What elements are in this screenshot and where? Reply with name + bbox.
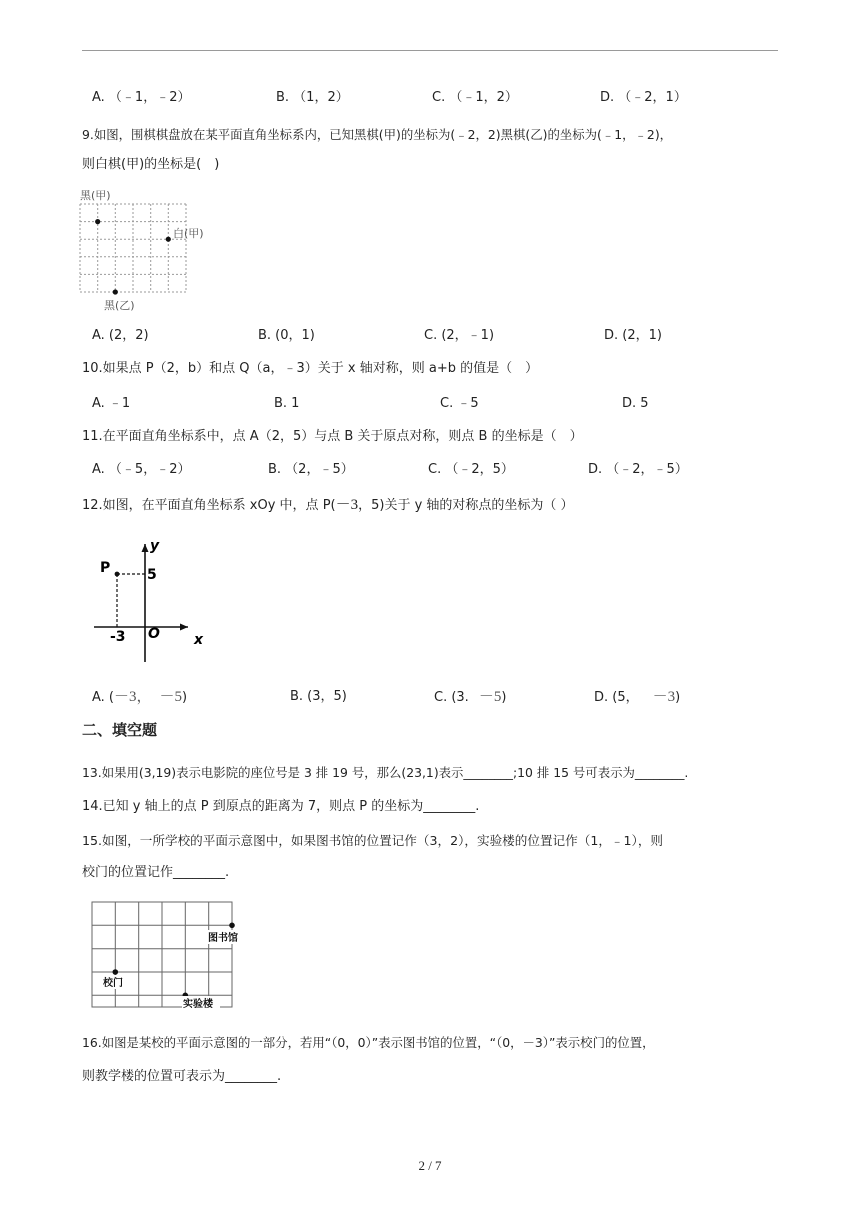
q8-option-c: C. （﹣1，2）	[432, 90, 518, 105]
q11-option-c: C. （﹣2，5）	[428, 462, 514, 477]
q15-text-line1: 15.如图，一所学校的平面示意图中，如果图书馆的位置记作（3，2），实验楼的位置记作（1，﹣1），则	[82, 833, 664, 848]
label-library: 图书馆	[208, 933, 238, 944]
q12-option-c-post: )	[501, 690, 507, 705]
label-x-axis: x	[194, 632, 204, 648]
q9-text-line1: 9.如图，围棋棋盘放在某平面直角坐标系内，已知黑棋(甲)的坐标为(﹣2，2)黑棋(乙)的坐标为(﹣1，﹣2)，	[82, 127, 673, 142]
label-gate: 校门	[103, 978, 123, 989]
q12-math-neg3: －3	[335, 497, 359, 513]
q10-option-a: A. ﹣1	[92, 396, 131, 411]
q12-option-c-pre: C. (3.	[434, 690, 469, 705]
q12-option-b	[290, 688, 347, 706]
q11-option-d: D. （﹣2，﹣5）	[588, 462, 688, 477]
black-stone-yi	[113, 289, 118, 294]
go-board-figure	[78, 184, 238, 314]
q11-text: 11.在平面直角坐标系中，点 A（2，5）与点 B 关于原点对称，则点 B 的坐标是（ ）	[82, 429, 583, 444]
label-black-yi: 黑(乙)	[104, 299, 135, 312]
q9-option-d: D. (2，1)	[604, 328, 662, 343]
q12-option-a-math2: －5	[159, 689, 183, 705]
q12-text-after: ，5)关于 y 轴的对称点的坐标为（ ）	[358, 498, 574, 513]
q10-option-d: D. 5	[622, 396, 649, 411]
label-lab: 实验楼	[183, 999, 213, 1010]
q9-option-a: A. (2，2)	[92, 328, 149, 343]
q10-text: 10.如果点 P（2，b）和点 Q（a，﹣3）关于 x 轴对称，则 a+b 的值是（ ）	[82, 361, 539, 376]
black-stone-jia	[95, 219, 100, 224]
gate-point	[113, 969, 119, 975]
school-map-figure	[90, 900, 250, 1012]
label-five: 5	[147, 567, 157, 583]
label-y-axis: y	[150, 538, 160, 554]
q11-option-a: A. （﹣5，﹣2）	[92, 462, 191, 477]
section-title: 二、填空题	[82, 721, 158, 739]
q11-option-b: B. （2，﹣5）	[268, 462, 354, 477]
q12-option-b-pre: B. (3，5)	[290, 689, 347, 704]
q12-option-c	[434, 688, 506, 707]
q8-option-b: B. （1，2）	[276, 90, 349, 105]
label-p: P	[100, 560, 111, 576]
q9-option-c: C. (2，﹣1)	[424, 328, 495, 343]
q12-option-d	[594, 688, 680, 707]
q16-text-line2: 则教学楼的位置可表示为________.	[82, 1069, 282, 1084]
q12-option-d-pre: D. (5，	[594, 690, 639, 705]
q12-option-a-math1: －3，	[114, 689, 152, 705]
white-stone-jia	[166, 237, 171, 242]
q10-option-c: C. ﹣5	[440, 396, 479, 411]
q12-option-d-post: )	[675, 690, 681, 705]
q12-option-a-post: )	[182, 690, 188, 705]
q12-option-a-pre: A. (	[92, 690, 115, 705]
q14-text: 14.已知 y 轴上的点 P 到原点的距离为 7，则点 P 的坐标为________.	[82, 799, 480, 814]
q12-option-a	[92, 688, 187, 707]
library-point	[229, 923, 235, 929]
coordinate-figure	[92, 532, 222, 662]
q16-text-line1: 16.如图是某校的平面示意图的一部分，若用“（0，0）”表示图书馆的位置，“（0，－3）”表示校门的位置，	[82, 1035, 655, 1050]
q9-text-line2: 则白棋(甲)的坐标是( )	[82, 157, 220, 172]
q8-option-d: D. （﹣2，1）	[600, 90, 687, 105]
label-neg3: -3	[110, 629, 126, 645]
q12-text	[82, 496, 574, 515]
q8-option-a: A. （﹣1，﹣2）	[92, 90, 191, 105]
q15-text-line2: 校门的位置记作________.	[82, 865, 230, 880]
page-number: 2 / 7	[418, 1158, 442, 1173]
q13-text: 13.如果用(3,19)表示电影院的座位号是 3 排 19 号，那么(23,1)表示________;10 排 15 号可表示为________.	[82, 765, 689, 780]
q12-option-d-math: －3	[652, 689, 676, 705]
label-white-jia: 白(甲)	[173, 227, 204, 240]
q12-option-c-math: －5	[478, 689, 502, 705]
label-origin: O	[148, 626, 160, 642]
header-rule	[82, 50, 778, 51]
q12-text-before: 12.如图，在平面直角坐标系 xOy 中，点 P(	[82, 498, 336, 513]
point-p	[115, 572, 120, 577]
q9-option-b: B. (0，1)	[258, 328, 315, 343]
q10-option-b: B. 1	[274, 396, 300, 411]
label-black-jia: 黑(甲)	[80, 189, 111, 202]
